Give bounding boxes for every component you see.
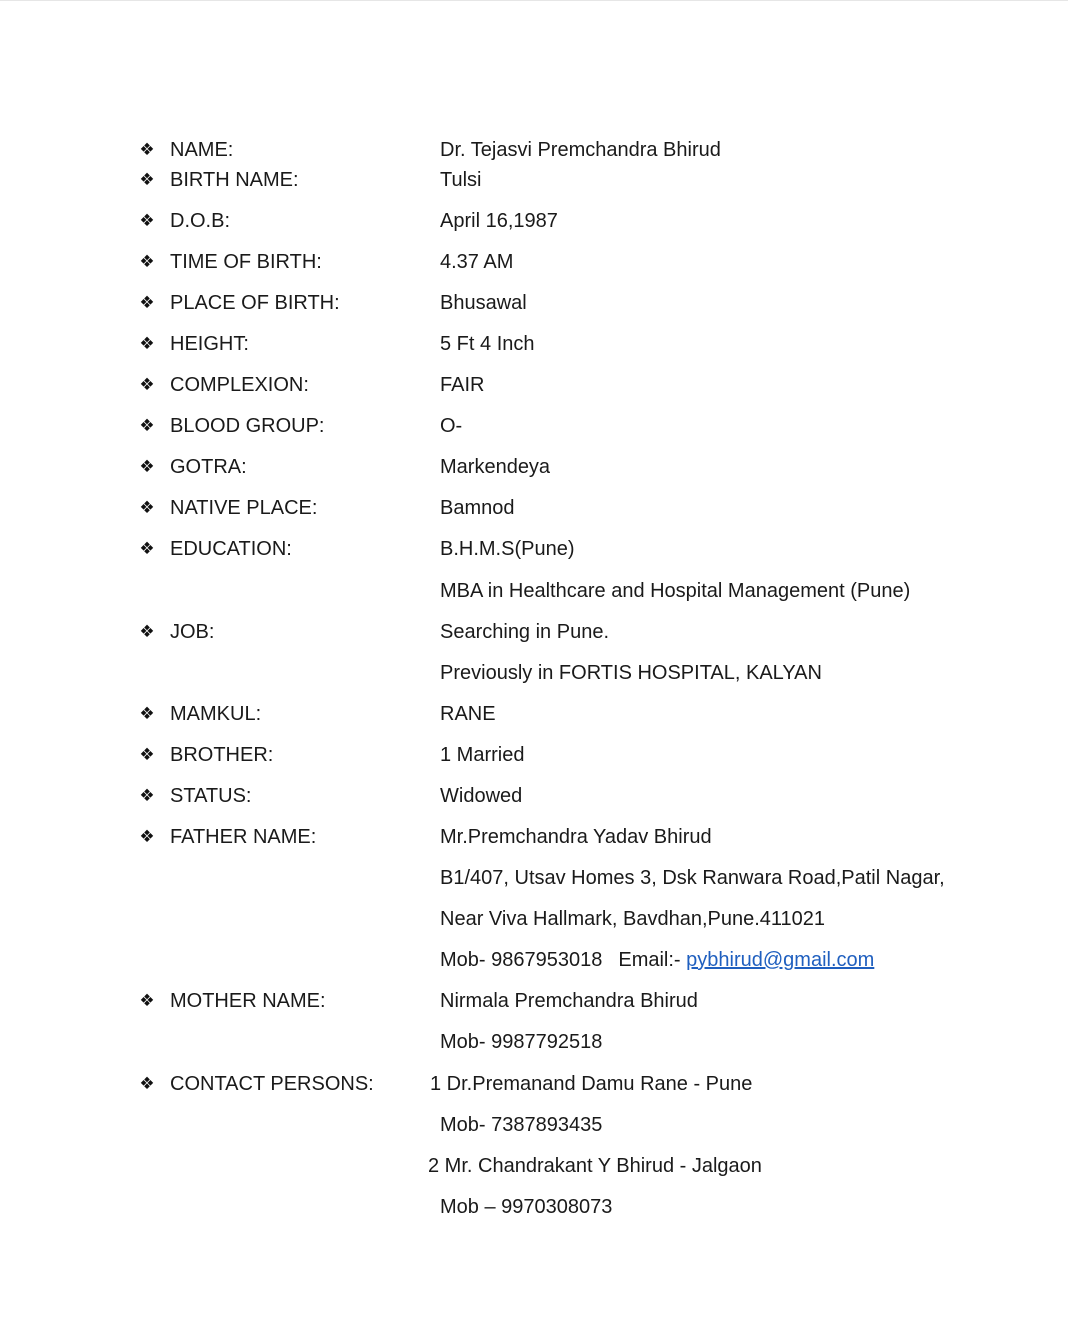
bullet-icon: ❖ xyxy=(139,211,155,230)
father-contact-line xyxy=(440,946,874,974)
value-mother-mobile: Mob- 9987792518 xyxy=(440,1031,603,1053)
value-blood-group: O- xyxy=(440,415,463,437)
value-education-mba: MBA in Healthcare and Hospital Management (Pune) xyxy=(440,580,911,602)
bullet-icon: ❖ xyxy=(139,786,155,805)
value-height: 5 Ft 4 Inch xyxy=(440,333,535,355)
label-gotra: GOTRA: xyxy=(170,456,247,478)
bullet-icon: ❖ xyxy=(139,745,155,764)
bullet-icon: ❖ xyxy=(139,375,155,394)
value-gotra: Markendeya xyxy=(440,456,551,478)
label-time-of-birth: TIME OF BIRTH: xyxy=(170,251,322,273)
label-mother-name: MOTHER NAME: xyxy=(170,990,326,1012)
label-job: JOB: xyxy=(170,621,215,643)
value-contact-person-2-mobile: Mob – 9970308073 xyxy=(440,1196,613,1218)
value-father-address-line-1: B1/407, Utsav Homes 3, Dsk Ranwara Road,Patil Nagar, xyxy=(440,867,945,889)
value-education: B.H.M.S(Pune) xyxy=(440,538,575,560)
email-label: Email:- xyxy=(618,949,681,971)
value-dob: April 16,1987 xyxy=(440,210,558,232)
father-email-link[interactable]: pybhirud@gmail.com xyxy=(686,949,875,971)
value-status: Widowed xyxy=(440,785,523,807)
label-dob: D.O.B: xyxy=(170,210,231,232)
bullet-icon: ❖ xyxy=(139,457,155,476)
value-contact-person-1-mobile: Mob- 7387893435 xyxy=(440,1114,603,1136)
value-contact-person-1: 1 Dr.Premanand Damu Rane - Pune xyxy=(430,1073,753,1095)
bullet-icon: ❖ xyxy=(139,334,155,353)
label-contact-persons: CONTACT PERSONS: xyxy=(170,1073,374,1095)
value-time-of-birth: 4.37 AM xyxy=(440,251,514,273)
value-brother: 1 Married xyxy=(440,744,525,766)
bullet-icon: ❖ xyxy=(139,991,155,1010)
label-education: EDUCATION: xyxy=(170,538,292,560)
bullet-icon: ❖ xyxy=(139,827,155,846)
label-mamkul: MAMKUL: xyxy=(170,703,262,725)
bullet-icon: ❖ xyxy=(139,252,155,271)
bullet-icon: ❖ xyxy=(139,1074,155,1093)
value-native-place: Bamnod xyxy=(440,497,515,519)
bullet-icon: ❖ xyxy=(139,416,155,435)
father-mobile: Mob- 9867953018 xyxy=(440,949,603,971)
bullet-icon: ❖ xyxy=(139,539,155,558)
label-name: NAME: xyxy=(170,139,234,161)
value-place-of-birth: Bhusawal xyxy=(440,292,527,314)
label-birth-name: BIRTH NAME: xyxy=(170,169,299,191)
bullet-icon: ❖ xyxy=(139,498,155,517)
label-brother: BROTHER: xyxy=(170,744,274,766)
value-name: Dr. Tejasvi Premchandra Bhirud xyxy=(440,139,721,161)
label-father-name: FATHER NAME: xyxy=(170,826,317,848)
label-native-place: NATIVE PLACE: xyxy=(170,497,318,519)
label-complexion: COMPLEXION: xyxy=(170,374,309,396)
bullet-icon: ❖ xyxy=(139,622,155,641)
value-job-previous: Previously in FORTIS HOSPITAL, KALYAN xyxy=(440,662,822,684)
value-complexion: FAIR xyxy=(440,374,485,396)
label-blood-group: BLOOD GROUP: xyxy=(170,415,325,437)
value-birth-name: Tulsi xyxy=(440,169,482,191)
bullet-icon: ❖ xyxy=(139,293,155,312)
value-mamkul: RANE xyxy=(440,703,496,725)
value-contact-person-2: 2 Mr. Chandrakant Y Bhirud - Jalgaon xyxy=(428,1155,762,1177)
bullet-icon: ❖ xyxy=(139,140,155,159)
value-mother-name: Nirmala Premchandra Bhirud xyxy=(440,990,698,1012)
value-job: Searching in Pune. xyxy=(440,621,610,643)
bullet-icon: ❖ xyxy=(139,170,155,189)
bullet-icon: ❖ xyxy=(139,704,155,723)
label-status: STATUS: xyxy=(170,785,252,807)
label-place-of-birth: PLACE OF BIRTH: xyxy=(170,292,340,314)
value-father-address-line-2: Near Viva Hallmark, Bavdhan,Pune.411021 xyxy=(440,908,826,930)
label-height: HEIGHT: xyxy=(170,333,249,355)
value-father-name: Mr.Premchandra Yadav Bhirud xyxy=(440,826,712,848)
